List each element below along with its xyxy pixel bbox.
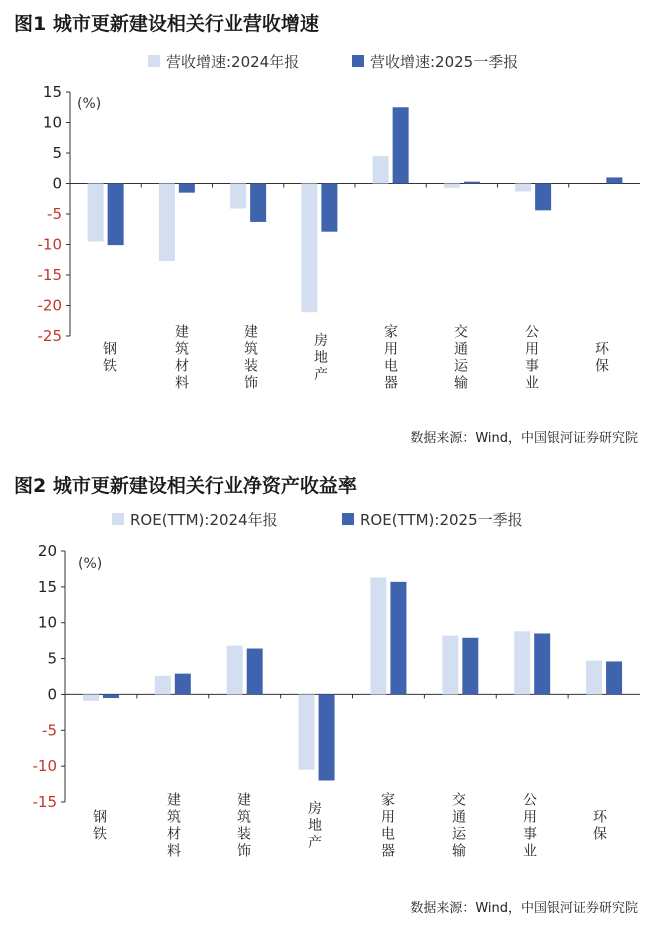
fig1-bar-s0-0 <box>88 184 104 242</box>
fig2-bar-s1-1 <box>175 674 191 695</box>
fig1-bar-s1-2 <box>250 184 266 222</box>
fig2-bar-s0-2 <box>227 646 243 695</box>
fig1-category-label: 环保 <box>593 341 609 375</box>
fig2-bar-s0-0 <box>83 694 99 700</box>
fig2-category-label: 建筑装饰 <box>235 792 251 860</box>
fig2-source-note: 数据来源：Wind，中国银河证券研究院 <box>410 901 638 916</box>
fig2-category-label: 钢铁 <box>91 809 107 843</box>
fig2-legend-label-0: ROE(TTM):2024年报 <box>130 511 278 529</box>
fig2-bar-s1-4 <box>390 582 406 695</box>
fig2-title: 图2 城市更新建设相关行业净资产收益率 <box>14 475 357 497</box>
fig2-legend-swatch-1 <box>342 513 354 525</box>
fig1-category-label: 房地产 <box>312 332 328 384</box>
fig2-y-tick-label: 0 <box>47 685 57 704</box>
fig1-bar-s0-5 <box>444 184 460 188</box>
fig1-legend-swatch-1 <box>352 55 364 67</box>
fig1-bar-s1-3 <box>321 184 337 232</box>
fig1-bar-s0-3 <box>301 184 317 313</box>
fig2-y-tick-label: -5 <box>42 721 57 740</box>
fig2-chart <box>14 474 640 916</box>
fig2-bar-s0-6 <box>514 631 530 694</box>
fig1-category-label: 公用事业 <box>523 324 539 392</box>
fig2-unit-label: (%) <box>78 556 103 572</box>
fig2-legend-swatch-0 <box>112 513 124 525</box>
fig1-title: 图1 城市更新建设相关行业营收增速 <box>14 13 319 35</box>
fig1-bar-s0-4 <box>373 156 389 183</box>
fig2-y-tick-label: 20 <box>37 542 57 560</box>
fig2-y-tick-label: 10 <box>37 613 57 632</box>
fig1-category-label: 建筑装饰 <box>242 324 258 392</box>
fig1-legend-swatch-0 <box>148 55 160 67</box>
fig1-y-tick-label: 15 <box>42 83 62 101</box>
fig2-y-tick-label: 15 <box>37 577 57 596</box>
fig2-y-tick-label: -10 <box>32 757 57 776</box>
fig1-y-tick-label: -5 <box>47 205 62 223</box>
fig1-y-tick-label: 5 <box>52 144 62 162</box>
fig1-unit-label: (%) <box>77 96 102 112</box>
fig1-bar-s0-6 <box>515 184 531 192</box>
fig2-category-label: 建筑材料 <box>165 792 181 860</box>
fig2-y-tick-label: -15 <box>32 793 57 811</box>
fig1-bar-s1-4 <box>393 107 409 183</box>
fig1-bar-s0-1 <box>159 184 175 261</box>
fig2-bar-s0-1 <box>155 676 171 695</box>
fig1-bar-s1-1 <box>179 184 195 193</box>
fig1-y-tick-label: -20 <box>37 296 62 315</box>
fig1-bar-s1-6 <box>535 184 551 211</box>
fig1-bar-s1-7 <box>606 177 622 183</box>
fig2-bar-s0-7 <box>586 661 602 695</box>
fig2-bar-s0-4 <box>370 578 386 695</box>
fig1-legend-label-1: 营收增速:2025一季报 <box>370 53 519 71</box>
fig2-bar-s0-5 <box>442 636 458 695</box>
fig2-bar-s1-7 <box>606 661 622 694</box>
fig1-y-tick-label: 0 <box>52 174 62 193</box>
fig2-category-label: 家用电器 <box>379 792 395 860</box>
fig1-y-tick-label: 10 <box>42 113 62 132</box>
fig1-category-label: 交通运输 <box>452 324 468 392</box>
fig1-y-tick-label: -25 <box>37 327 62 345</box>
fig1-source-note: 数据来源：Wind，中国银河证券研究院 <box>410 431 638 446</box>
fig1-chart <box>14 12 640 446</box>
fig2-y-tick-label: 5 <box>47 649 57 668</box>
fig2-bar-s1-6 <box>534 633 550 694</box>
fig2-bar-s1-3 <box>319 694 335 780</box>
fig2-category-label: 交通运输 <box>450 792 466 860</box>
fig1-bar-s1-0 <box>108 184 124 246</box>
fig1-category-label: 钢铁 <box>101 341 117 375</box>
fig1-legend-label-0: 营收增速:2024年报 <box>166 53 300 71</box>
fig1-y-tick-label: -15 <box>37 266 62 284</box>
fig2-legend-label-1: ROE(TTM):2025一季报 <box>360 511 523 529</box>
fig1-y-tick-label: -10 <box>37 235 62 254</box>
fig1-category-label: 家用电器 <box>382 324 398 392</box>
fig1-bar-s1-5 <box>464 182 480 184</box>
fig2-category-label: 环保 <box>591 809 607 843</box>
fig2-bar-s1-2 <box>247 649 263 695</box>
fig2-bar-s1-0 <box>103 694 119 698</box>
fig2-bar-s1-5 <box>462 638 478 695</box>
fig1-category-label: 建筑材料 <box>173 324 189 392</box>
fig2-category-label: 房地产 <box>306 800 322 852</box>
fig2-category-label: 公用事业 <box>521 792 537 860</box>
fig2-bar-s0-3 <box>299 694 315 769</box>
fig1-bar-s0-2 <box>230 184 246 209</box>
